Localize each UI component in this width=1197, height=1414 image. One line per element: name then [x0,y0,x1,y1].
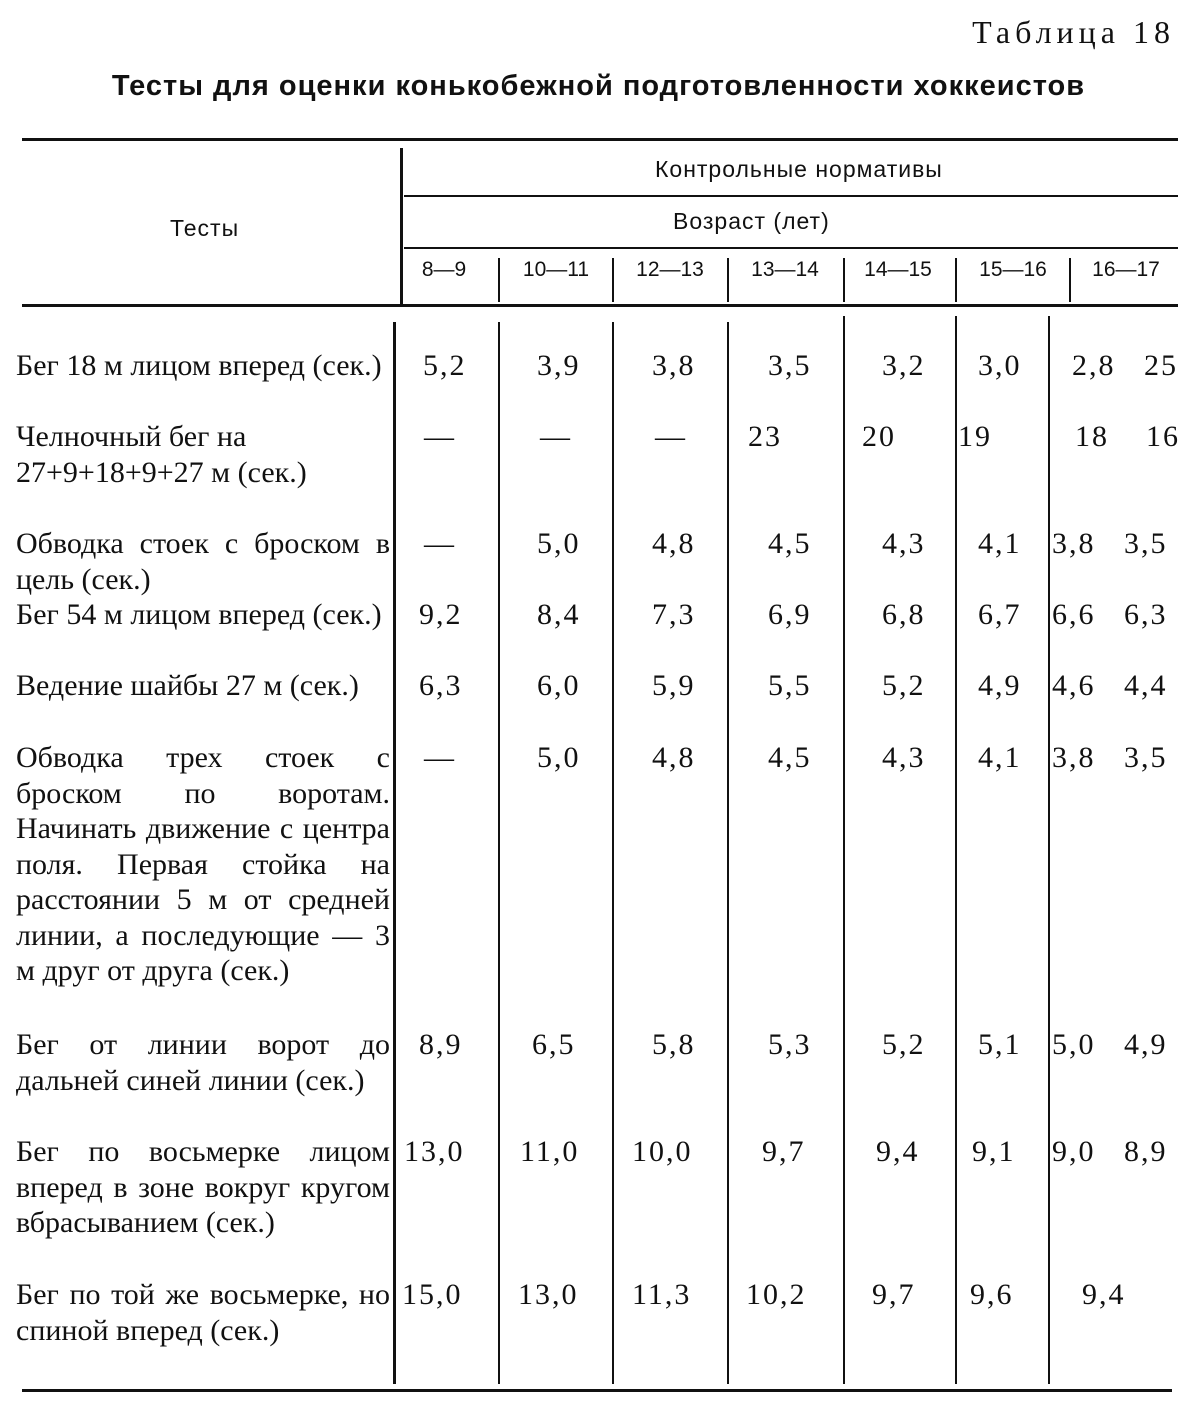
page-title: Тесты для оценки конькобежной подготовленности хоккеистов [111,70,1086,102]
value-cell: 10,0 [632,1135,693,1168]
body-divider [498,322,500,1384]
age-group-label: 12—13 [636,258,704,281]
value-cell: 9,4 [1082,1278,1126,1311]
value-cell: 9,7 [872,1278,916,1311]
value-cell: 4,3 [882,527,926,560]
value-cell: 3,8 [1052,741,1096,774]
age-group-label: 13—14 [751,258,819,281]
value-cell: 4,9 [1124,1028,1168,1061]
test-name: Челночный бег на 27+9+18+9+27 м (сек.) [16,420,307,489]
value-cell: 13,0 [518,1278,579,1311]
value-cell: 4,1 [978,527,1022,560]
value-cell: 6,3 [1124,598,1168,631]
value-cell: — [424,741,456,774]
body-divider [1048,316,1050,1384]
value-cell: 11,0 [520,1135,580,1168]
value-cell: 5,3 [768,1028,812,1061]
value-cell: 6,7 [978,598,1022,631]
value-cell: 3,2 [882,349,926,382]
age-group-label: 15—16 [979,258,1047,281]
test-name: Бег 54 м лицом вперед (сек.) [16,598,382,631]
value-cell: 8,4 [537,598,581,631]
value-cell: 4,1 [978,741,1022,774]
value-cell: 5,8 [652,1028,696,1061]
table-top-rule [22,138,1178,141]
value-cell: 18 [1075,420,1109,453]
test-name: Обводка стоек с броском в цель (сек.) [16,527,390,596]
value-cell: 10,2 [746,1278,807,1311]
body-divider [393,322,396,1384]
value-cell: 9,6 [970,1278,1014,1311]
test-name: Обводка трех стоек с броском по воротам. Начинать движение с центра поля. Первая стойка на расстоянии 5 м от средней линии, а последующие — 3 м друг от друга (сек.) [16,741,390,987]
value-cell: 9,1 [972,1135,1016,1168]
value-cell: 5,0 [537,741,581,774]
age-header: Возраст (лет) [673,208,830,234]
header-bottom-rule [22,304,1178,307]
value-cell: 8,9 [419,1028,463,1061]
value-cell: 5,5 [768,669,812,702]
value-cell: 5,2 [423,349,467,382]
value-cell: 4,8 [652,527,696,560]
age-group-label: 16—17 [1092,258,1160,281]
value-cell: 4,5 [768,527,812,560]
value-cell: 5,0 [537,527,581,560]
norms-header: Контрольные нормативы [655,156,943,182]
age-group-label: 8—9 [421,258,467,281]
value-cell: 6,5 [532,1028,576,1061]
value-cell: 5,1 [978,1028,1022,1061]
value-cell: — [655,420,687,453]
value-cell: 3,5 [1124,527,1168,560]
value-cell: — [540,420,572,453]
test-name: Бег 18 м лицом вперед (сек.) [16,349,382,382]
value-cell: 9,2 [419,598,463,631]
test-name: Бег по той же восьмерке, но спиной вперед (сек.) [16,1278,390,1347]
value-cell: 3,8 [1052,527,1096,560]
value-cell: 3,0 [978,349,1022,382]
value-cell: 5,2 [882,1028,926,1061]
value-cell: 3,9 [537,349,581,382]
value-cell: 9,4 [876,1135,920,1168]
value-cell: 2,8 [1072,349,1116,382]
tests-column-header: Тесты [170,215,240,241]
value-cell: — [424,420,456,453]
value-cell: 3,8 [652,349,696,382]
norms-rule [404,195,1178,197]
value-cell: 9,7 [762,1135,806,1168]
age-group-label: 10—11 [522,258,590,281]
value-cell: 6,9 [768,598,812,631]
value-cell: 4,6 [1052,669,1096,702]
value-cell: 5,0 [1052,1028,1096,1061]
value-cell: 4,5 [768,741,812,774]
value-cell: 15,0 [402,1278,463,1311]
body-divider [612,322,614,1384]
body-divider [955,316,957,1384]
age-rule [404,247,1178,249]
value-cell: 5,2 [882,669,926,702]
test-name: Бег по восьмерке лицом вперед в зоне вокруг кругом вбрасыванием (сек.) [16,1135,390,1239]
value-cell: 20 [862,420,896,453]
value-cell: 6,0 [537,669,581,702]
age-group-label: 14—15 [864,258,932,281]
value-cell: 6,6 [1052,598,1096,631]
value-cell: 16 [1146,420,1180,453]
value-cell: 23 [748,420,782,453]
value-cell: 3,5 [1124,741,1168,774]
value-cell: — [424,527,456,560]
value-cell: 4,3 [882,741,926,774]
value-cell: 8,9 [1124,1135,1168,1168]
value-cell: 4,9 [978,669,1022,702]
value-cell: 11,3 [632,1278,692,1311]
body-divider [727,322,729,1384]
value-cell: 6,8 [882,598,926,631]
value-cell: 9,0 [1052,1135,1096,1168]
value-cell: 13,0 [404,1135,465,1168]
test-name: Ведение шайбы 27 м (сек.) [16,669,359,702]
table-bottom-rule [22,1389,1172,1392]
value-cell: 3,5 [768,349,812,382]
value-cell: 5,9 [652,669,696,702]
value-cell: 19 [958,420,992,453]
value-cell: 4,4 [1124,669,1168,702]
table-number: Таблица 18 [972,14,1175,50]
test-name: Бег от линии ворот до дальней синей линии (сек.) [16,1028,390,1097]
value-cell: 4,8 [652,741,696,774]
body-divider [843,316,845,1384]
value-cell: 7,3 [652,598,696,631]
value-cell: 6,3 [419,669,463,702]
value-cell: 25 [1144,349,1178,382]
